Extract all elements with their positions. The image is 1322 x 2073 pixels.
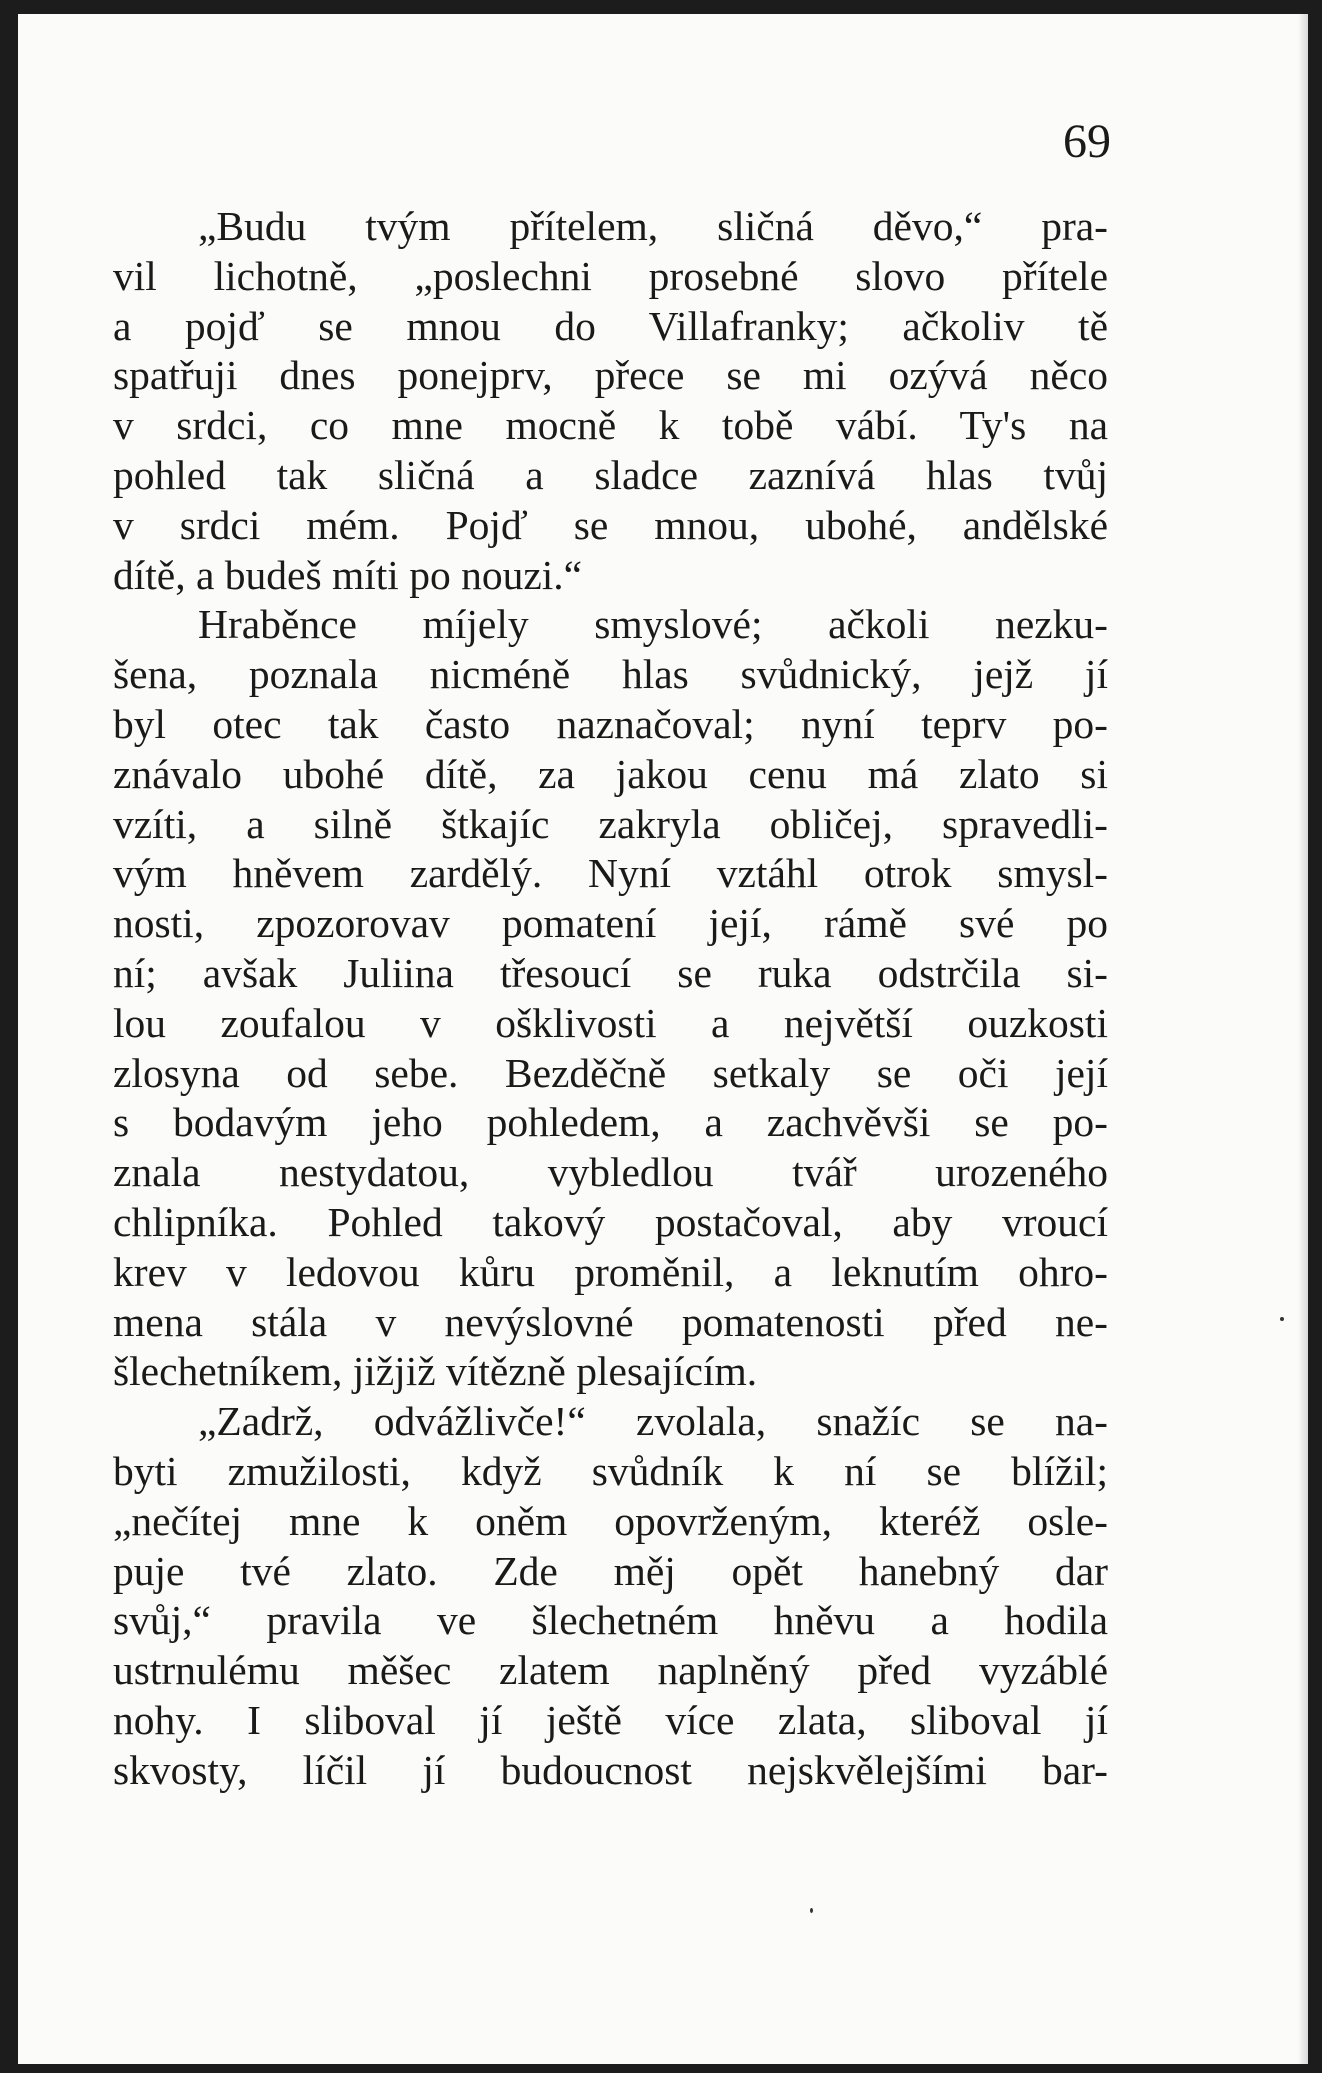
text-line: „Zadrž, odvážlivče!“ zvolala, snažíc se na-: [198, 1398, 1108, 1445]
text-line: vým hněvem zardělý. Nyní vztáhl otrok smysl-: [113, 850, 1108, 897]
text-line: krev v ledovou kůru proměnil, a leknutím ohro-: [113, 1248, 1108, 1295]
text-line: byti zmužilosti, když svůdník k ní se blížil;: [113, 1447, 1108, 1494]
text-line: nohy. I sliboval jí ještě více zlata, sliboval jí: [113, 1696, 1108, 1743]
text-line: skvosty, líčil jí budoucnost nejskvělejšími bar-: [113, 1746, 1108, 1793]
text-line: spatřuji dnes ponejprv, přece se mi ozývá něco: [113, 352, 1108, 399]
text-line: v srdci, co mne mocně k tobě vábí. Ty's na: [113, 402, 1108, 449]
text-line: ní; avšak Juliina třesoucí se ruka odstrčila si-: [113, 949, 1108, 996]
text-line: chlipníka. Pohled takový postačoval, aby vroucí: [113, 1198, 1108, 1245]
text-line: „nečítej mne k oněm opovrženým, kteréž osle-: [113, 1497, 1108, 1544]
book-page: [18, 14, 1308, 2064]
text-line: zlosyna od sebe. Bezděčně setkaly se oči její: [113, 1049, 1108, 1096]
page-number: 69: [1063, 115, 1111, 168]
text-line: dítě, a budeš míti po nouzi.“: [113, 551, 583, 598]
text-line: šena, poznala nicméně hlas svůdnický, jejž jí: [113, 651, 1108, 698]
text-line: svůj,“ pravila ve šlechetném hněvu a hodila: [113, 1597, 1108, 1644]
text-line: v srdci mém. Pojď se mnou, ubohé, andělské: [113, 501, 1108, 548]
text-line: mena stála v nevýslovné pomatenosti před ne-: [113, 1298, 1108, 1345]
text-line: vzíti, a silně štkajíc zakryla obličej, spravedli-: [113, 800, 1108, 847]
text-line: ustrnulému měšec zlatem naplněný před vyzáblé: [113, 1647, 1108, 1694]
paper-speck: [1280, 1317, 1284, 1321]
text-line: znávalo ubohé dítě, za jakou cenu má zlato si: [113, 750, 1108, 797]
text-line: „Budu tvým přítelem, sličná děvo,“ pra-: [198, 203, 1108, 249]
paper-speck: [810, 1908, 813, 1913]
body-text: [113, 202, 1108, 1796]
text-line: znala nestydatou, vybledlou tvář urozeného: [113, 1149, 1108, 1196]
text-line: puje tvé zlato. Zde měj opět hanebný dar: [113, 1547, 1108, 1594]
page-edge: [1298, 14, 1308, 2064]
text-line: nosti, zpozorovav pomatení její, rámě své po: [113, 900, 1108, 947]
text-line: lou zoufalou v ošklivosti a největší ouzkosti: [113, 999, 1108, 1046]
text-line: byl otec tak často naznačoval; nyní teprv po-: [113, 700, 1108, 747]
text-line: Hraběnce míjely smyslové; ačkoli nezku-: [198, 601, 1108, 648]
text-line: vil lichotně, „poslechni prosebné slovo přítele: [113, 252, 1108, 299]
text-line: a pojď se mnou do Villafranky; ačkoliv tě: [113, 302, 1108, 349]
text-line: pohled tak sličná a sladce zaznívá hlas tvůj: [113, 451, 1108, 498]
text-line: šlechetníkem, jižjiž vítězně plesajícím.: [113, 1348, 758, 1395]
text-line: s bodavým jeho pohledem, a zachvěvši se po-: [113, 1099, 1108, 1146]
